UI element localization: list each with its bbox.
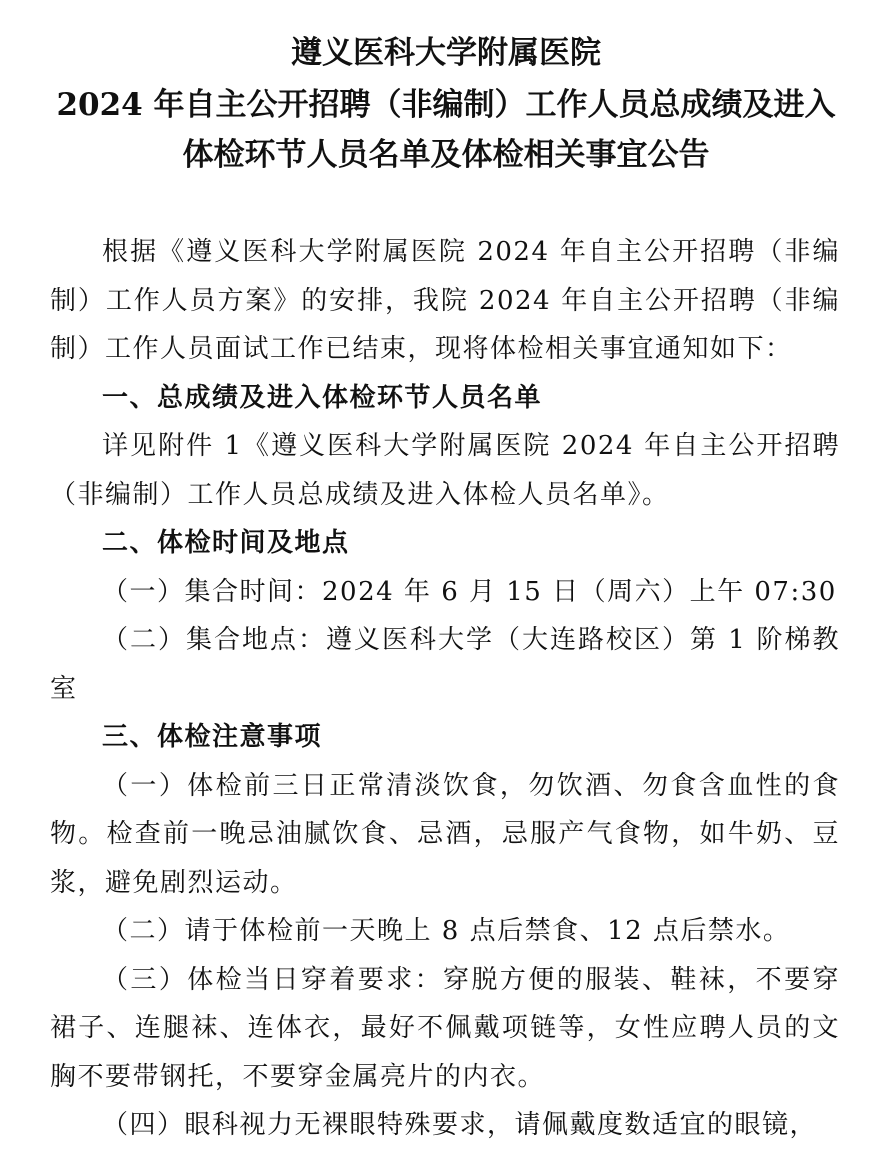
document-body (50, 228, 840, 1150)
intro-paragraph: 根据《遵义医科大学附属医院 2024 年自主公开招聘（非编制）工作人员方案》的安排，我院 2024 年自主公开招聘（非编制）工作人员面试工作已结束，现将体检相关事宜通知如下： (50, 237, 840, 364)
section-heading-2: 二、体检时间及地点 (102, 528, 350, 558)
title-line-2: 2024 年自主公开招聘（非编制）工作人员总成绩及进入 (56, 87, 836, 123)
note-4: （四）眼科视力无裸眼特殊要求，请佩戴度数适宜的眼镜， (102, 1110, 818, 1140)
note-1: （一）体检前三日正常清淡饮食，勿饮酒、勿食含血性的食物。检查前一晚忌油腻饮食、忌酒，忌服产气食物，如牛奶、豆浆，避免剧烈运动。 (50, 770, 840, 898)
note-3: （三）体检当日穿着要求：穿脱方便的服装、鞋袜，不要穿裙子、连腿袜、连体衣，最好不佩戴项链等，女性应聘人员的文胸不要带钢托，不要穿金属亮片的内衣。 (50, 964, 840, 1092)
gathering-time: （一）集合时间：2024 年 6 月 15 日（周六）上午 07:30 (102, 576, 837, 607)
gathering-place: （二）集合地点：遵义医科大学（大连路校区）第 1 阶梯教室 (50, 625, 840, 704)
section-heading-1: 一、总成绩及进入体检环节人员名单 (102, 382, 543, 413)
section-heading-3: 三、体检注意事项 (102, 722, 323, 752)
title-line-1: 遵义医科大学附属医院 (291, 35, 601, 71)
title-line-3: 体检环节人员名单及体检相关事宜公告 (182, 137, 710, 173)
note-2: （二）请于体检前一天晚上 8 点后禁食、12 点后禁水。 (102, 916, 791, 946)
section-1-paragraph: 详见附件 1《遵义医科大学附属医院 2024 年自主公开招聘（非编制）工作人员总成绩及进入体检人员名单》。 (50, 431, 840, 510)
